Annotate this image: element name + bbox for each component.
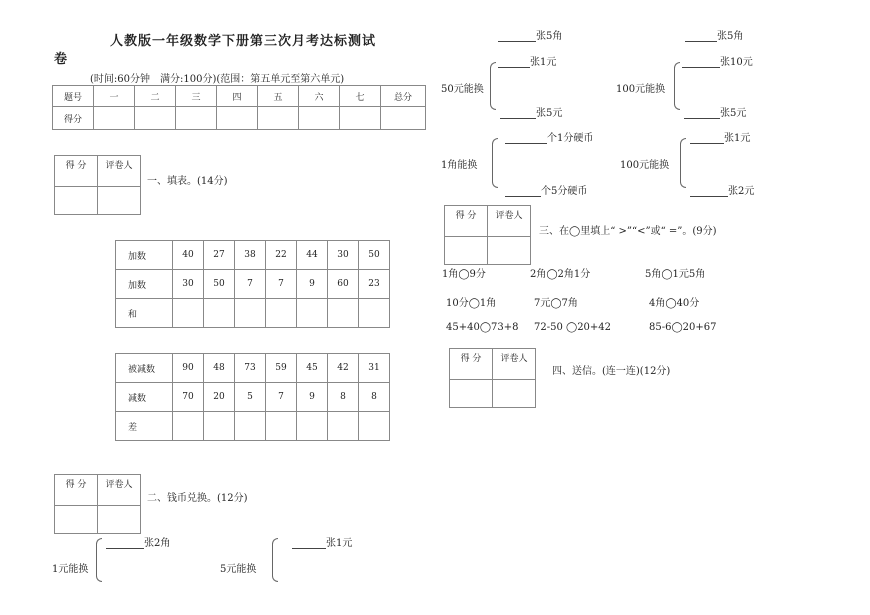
exchange-2-label: 5元能换 [220, 564, 257, 575]
answer-blank[interactable] [690, 196, 728, 197]
exchange-text: 张1元 [326, 538, 353, 549]
table-cell: 31 [359, 354, 390, 383]
exchange-7-top [505, 129, 593, 144]
section-1-title: 一、填表。(14分) [147, 176, 228, 187]
summary-score-cell[interactable] [381, 107, 426, 130]
exchange-text: 个5分硬币 [541, 186, 588, 197]
table-cell: 30 [173, 270, 204, 299]
exchange-5-top [498, 53, 556, 68]
exchange-text: 张5角 [717, 31, 744, 42]
summary-score-cell[interactable] [135, 107, 176, 130]
row-label: 和 [116, 299, 173, 328]
exchange-6-top [682, 53, 753, 68]
exchange-5-bottom [500, 104, 562, 119]
summary-header-cell: 总分 [381, 86, 426, 107]
score-cell[interactable] [450, 380, 493, 408]
answer-cell[interactable] [266, 412, 297, 441]
table-cell: 8 [328, 383, 359, 412]
table-row [116, 383, 390, 412]
summary-score-cell[interactable] [217, 107, 258, 130]
table-cell: 50 [204, 270, 235, 299]
score-box-3 [444, 205, 531, 265]
answer-blank[interactable] [682, 67, 720, 68]
score-box-2 [54, 474, 141, 534]
section-4-title: 四、送信。(连一连)(12分) [552, 366, 671, 377]
score-box-4 [449, 348, 536, 408]
table-row [116, 354, 390, 383]
table-cell: 73 [235, 354, 266, 383]
answer-cell[interactable] [297, 412, 328, 441]
exchange-text: 张2元 [728, 186, 755, 197]
compare-item[interactable]: 4角◯40分 [649, 298, 700, 309]
table-cell: 7 [266, 270, 297, 299]
summary-header-cell: 七 [340, 86, 381, 107]
summary-table [52, 85, 426, 130]
table-cell: 44 [297, 241, 328, 270]
brace [272, 538, 278, 582]
page-title-tail: 卷 [54, 52, 69, 67]
addition-table [115, 240, 390, 328]
summary-header-cell: 二 [135, 86, 176, 107]
table-cell: 7 [235, 270, 266, 299]
answer-cell[interactable] [204, 299, 235, 328]
table-cell: 7 [266, 383, 297, 412]
exchange-text: 张5角 [536, 31, 563, 42]
answer-cell[interactable] [328, 412, 359, 441]
table-cell: 5 [235, 383, 266, 412]
table-cell: 50 [359, 241, 390, 270]
table-row [116, 299, 390, 328]
summary-header-cell: 题号 [53, 86, 94, 107]
compare-item[interactable]: 2角◯2角1分 [530, 269, 591, 280]
exchange-5-label: 50元能换 [441, 84, 484, 95]
table-cell: 22 [266, 241, 297, 270]
row-label: 被减数 [116, 354, 173, 383]
table-row [116, 412, 390, 441]
answer-blank[interactable] [505, 143, 547, 144]
answer-cell[interactable] [359, 412, 390, 441]
table-cell: 90 [173, 354, 204, 383]
summary-score-cell[interactable] [176, 107, 217, 130]
section-2-title: 二、钱币兑换。(12分) [147, 493, 248, 504]
exchange-8-label: 100元能换 [620, 160, 670, 171]
score-label: 得 分 [55, 156, 98, 187]
exchange-text: 张1元 [530, 57, 557, 68]
summary-row-label: 得分 [53, 107, 94, 130]
table-cell: 70 [173, 383, 204, 412]
summary-header-cell: 一 [94, 86, 135, 107]
answer-cell[interactable] [204, 412, 235, 441]
brace [490, 62, 496, 110]
summary-score-cell[interactable] [340, 107, 381, 130]
answer-cell[interactable] [235, 412, 266, 441]
exchange-8-bottom [690, 182, 754, 197]
table-cell: 9 [297, 270, 328, 299]
answer-blank[interactable] [690, 143, 724, 144]
score-label: 得 分 [450, 349, 493, 380]
answer-cell[interactable] [297, 299, 328, 328]
grader-label: 评卷人 [98, 475, 141, 506]
score-label: 得 分 [445, 206, 488, 237]
compare-item[interactable]: 45+40◯73+8 [446, 322, 519, 333]
table-cell: 20 [204, 383, 235, 412]
table-row [116, 241, 390, 270]
exchange-text: 个1分硬币 [547, 133, 594, 144]
grader-cell[interactable] [98, 187, 141, 215]
exchange-7-label: 1角能换 [441, 160, 478, 171]
page-title: 人教版一年级数学下册第三次月考达标测试 [110, 34, 377, 49]
exchange-4-top [685, 27, 743, 42]
answer-cell[interactable] [328, 299, 359, 328]
answer-blank[interactable] [684, 118, 720, 119]
answer-blank[interactable] [498, 67, 530, 68]
answer-cell[interactable] [266, 299, 297, 328]
summary-score-cell[interactable] [258, 107, 299, 130]
exchange-1-label: 1元能换 [52, 564, 89, 575]
table-cell: 60 [328, 270, 359, 299]
compare-item[interactable]: 5角◯1元5角 [645, 269, 706, 280]
subtraction-table [115, 353, 390, 441]
summary-score-cell[interactable] [299, 107, 340, 130]
grader-cell[interactable] [488, 237, 531, 265]
table-cell: 23 [359, 270, 390, 299]
grader-label: 评卷人 [488, 206, 531, 237]
summary-header-cell: 五 [258, 86, 299, 107]
score-label: 得 分 [55, 475, 98, 506]
table-cell: 9 [297, 383, 328, 412]
exchange-6-bottom [684, 104, 746, 119]
compare-item[interactable]: 7元◯7角 [534, 298, 578, 309]
summary-header-row [53, 86, 426, 107]
exchange-3-top [498, 27, 562, 42]
summary-header-cell: 六 [299, 86, 340, 107]
table-cell: 38 [235, 241, 266, 270]
table-row [116, 270, 390, 299]
exchange-text: 张5元 [720, 108, 747, 119]
row-label: 差 [116, 412, 173, 441]
section-3-title: 三、在◯里填上“ >”“<”或“ =”。(9分) [539, 226, 717, 237]
exchange-text: 张1元 [724, 133, 751, 144]
compare-item[interactable]: 1角◯9分 [442, 269, 486, 280]
exchange-6-label: 100元能换 [616, 84, 666, 95]
compare-item[interactable]: 72-50 ◯20+42 [534, 322, 612, 333]
exchange-7-bottom [505, 182, 587, 197]
score-cell[interactable] [55, 506, 98, 534]
row-label: 加数 [116, 270, 173, 299]
table-cell: 30 [328, 241, 359, 270]
row-label: 减数 [116, 383, 173, 412]
exchange-text: 张5元 [536, 108, 563, 119]
exchange-2-top [292, 534, 352, 549]
brace [674, 62, 680, 110]
row-label: 加数 [116, 241, 173, 270]
answer-blank[interactable] [106, 548, 144, 549]
table-cell: 45 [297, 354, 328, 383]
compare-item[interactable]: 85-6◯20+67 [649, 322, 717, 333]
answer-cell[interactable] [173, 412, 204, 441]
grader-label: 评卷人 [98, 156, 141, 187]
score-box-1 [54, 155, 141, 215]
exchange-text: 张10元 [720, 57, 753, 68]
grader-cell[interactable] [493, 380, 536, 408]
compare-item[interactable]: 10分◯1角 [446, 298, 497, 309]
score-cell[interactable] [445, 237, 488, 265]
table-cell: 48 [204, 354, 235, 383]
score-cell[interactable] [55, 187, 98, 215]
exchange-text: 张2角 [144, 538, 171, 549]
brace [96, 538, 102, 582]
summary-score-cell[interactable] [94, 107, 135, 130]
answer-blank[interactable] [685, 41, 717, 42]
brace [680, 138, 686, 188]
exchange-8-top [690, 129, 750, 144]
table-cell: 42 [328, 354, 359, 383]
table-cell: 27 [204, 241, 235, 270]
answer-cell[interactable] [359, 299, 390, 328]
grader-cell[interactable] [98, 506, 141, 534]
answer-blank[interactable] [500, 118, 536, 119]
answer-cell[interactable] [235, 299, 266, 328]
answer-cell[interactable] [173, 299, 204, 328]
answer-blank[interactable] [498, 41, 536, 42]
brace [492, 138, 498, 188]
page-subtitle: (时间:60分钟 满分:100分)(范围：第五单元至第六单元) [90, 74, 345, 85]
table-cell: 40 [173, 241, 204, 270]
summary-score-row [53, 107, 426, 130]
grader-label: 评卷人 [493, 349, 536, 380]
answer-blank[interactable] [505, 196, 541, 197]
summary-header-cell: 四 [217, 86, 258, 107]
summary-header-cell: 三 [176, 86, 217, 107]
table-cell: 59 [266, 354, 297, 383]
answer-blank[interactable] [292, 548, 326, 549]
table-cell: 8 [359, 383, 390, 412]
exchange-1-top [106, 534, 170, 549]
